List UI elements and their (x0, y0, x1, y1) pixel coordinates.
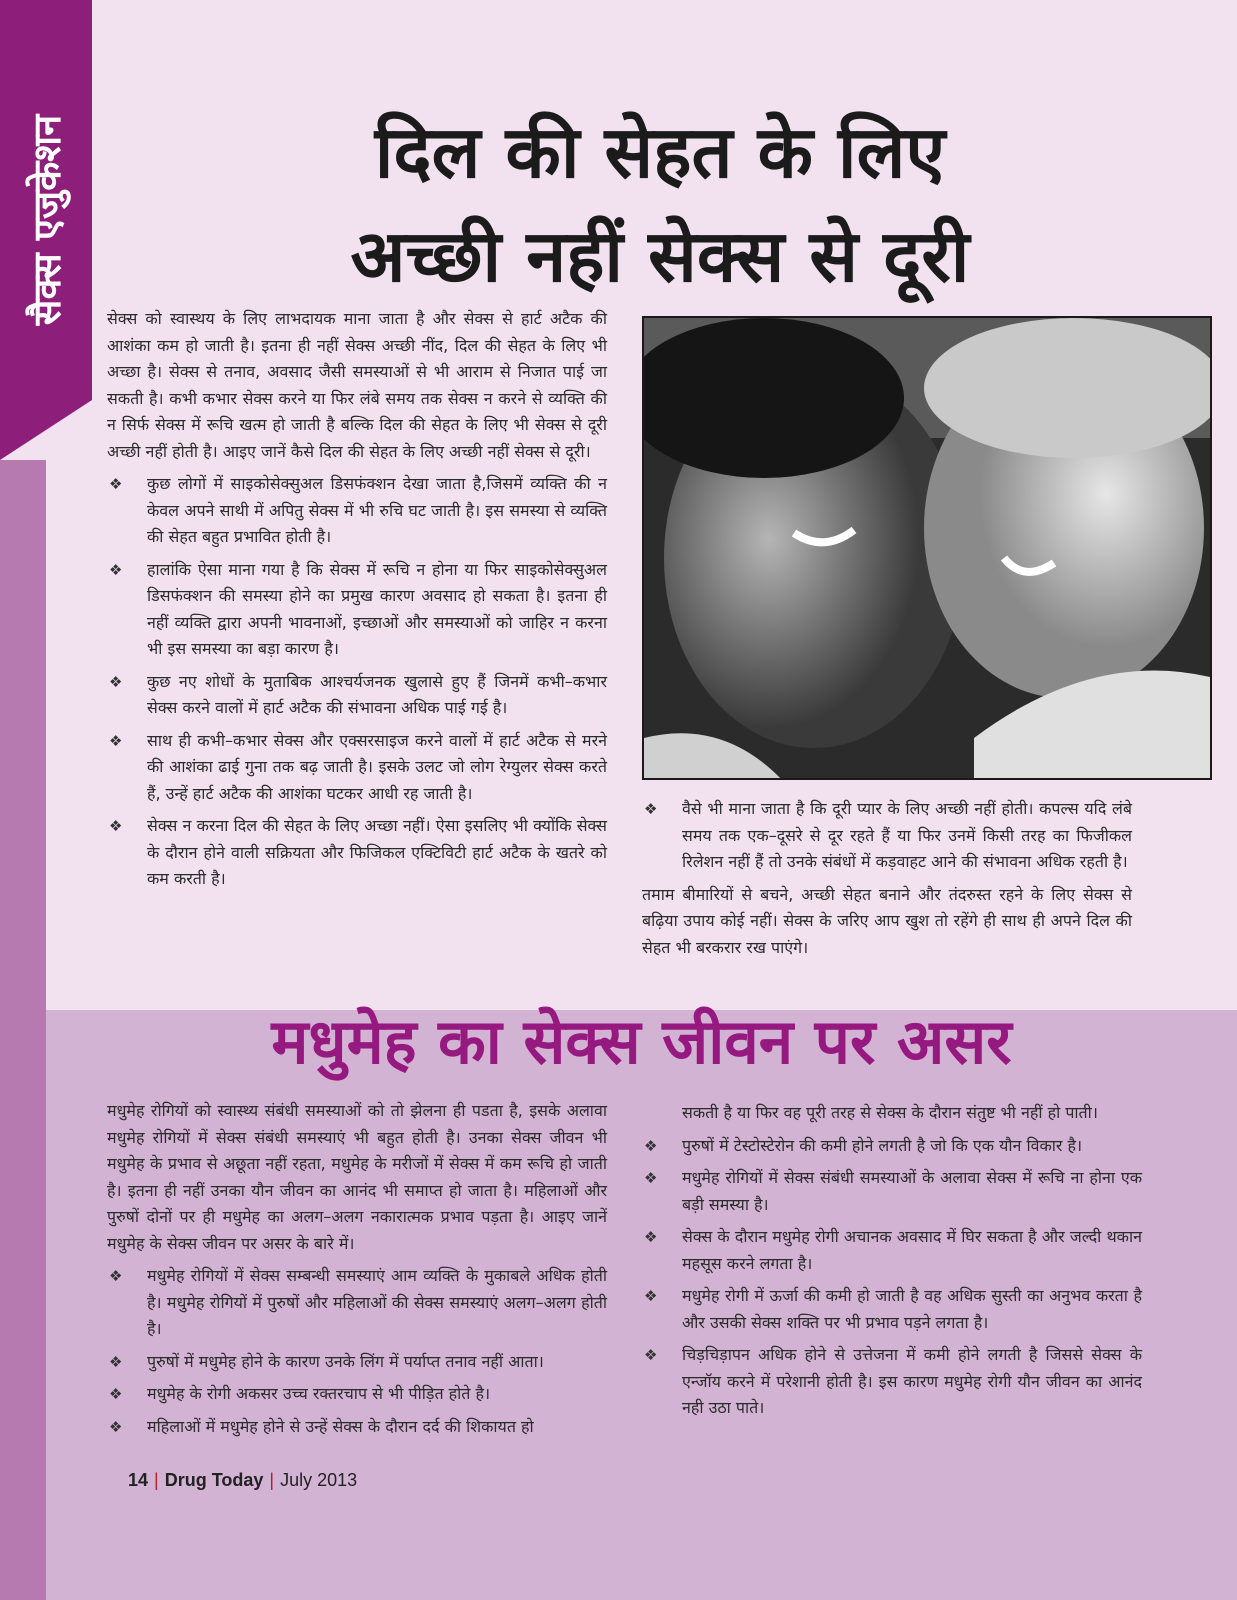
bullet-icon: ❖ (109, 731, 123, 750)
article1-right-column (642, 790, 1132, 961)
article2-title: मधुमेह का सेक्स जीवन पर असर (271, 1005, 1012, 1078)
article2-right-bullet-list (642, 1133, 1142, 1422)
issue-date: July 2013 (280, 1470, 358, 1490)
list-item: ❖ पुरुषों में टेस्टोस्टेरोन की कमी होने लगती है जो कि एक यौन विकार है। (642, 1133, 1142, 1160)
bullet-icon: ❖ (644, 1228, 658, 1246)
bullet-icon: ❖ (644, 800, 658, 818)
bullet-icon: ❖ (109, 1267, 123, 1285)
article1-conclusion: तमाम बीमारियों से बचने, अच्छी सेहत बनाने और तंदरुस्त रहने के लिए सेक्स से बढ़िया उपाय कोई नहीं। सेक्स के जरिए आप खुश तो रहेंगे ही साथ ही अपने दिल की सेहत भी बरकरार रख पाएंगे। (642, 884, 1132, 957)
list-item: ❖ मधुमेह रोगियों में सेक्स सम्बन्धी समस्याएं आम व्यक्ति के मुकाबले अधिक होती है। मधुमेह रोगियों में पुरुषों और महिलाओं की सेक्स समस्याएं अलग–अलग होती है। (107, 1263, 607, 1343)
article2-continuation: सकती है या फिर वह पूरी तरह से सेक्स के दौरान संतुष्ट भी नहीं हो पाती। (682, 1103, 1098, 1122)
list-item: ❖ कुछ नए शोधों के मुताबिक आश्चर्यजनक खुलासे हुए हैं जिनमें कभी–कभार सेक्स करने वालों में हार्ट अटैक की संभावना अधिक पाई गई है। (107, 669, 607, 722)
bullet-icon: ❖ (644, 1287, 658, 1305)
page-footer (128, 1470, 357, 1491)
list-item: ❖ चिड़चिड़ापन अधिक होने से उत्तेजना में कमी होने लगती है जिससे सेक्स के एन्जॉय करने में परेशानी होती है। इस कारण मधुमेह रोगी यौन जीवन का आनंद नही उठा पाते। (642, 1342, 1142, 1422)
list-item: ❖ हालांकि ऐसा माना गया है कि सेक्स में रूचि न होना या फिर साइकोसेक्सुअल डिसफंक्शन की समस्या होने का प्रमुख कारण अवसाद हो सकता है। इतना ही नहीं व्यक्ति द्वारा अपनी भावनाओं, इच्छाओं और समस्याओं को जाहिर न करना भी इस समस्या का बड़ा कारण है। (107, 557, 607, 663)
list-item: ❖ साथ ही कभी–कभार सेक्स और एक्सरसाइज करने वालों में हार्ट अटैक से मरने की आशंका ढाई गुना तक बढ़ जाती है। इसके उलट जो लोग रेग्युलर सेक्स करते हैं, उन्हें हार्ट अटैक की आशंका घटकर आधी रह जाती है। (107, 728, 607, 808)
list-item: ❖ कुछ लोगों में साइकोसेक्सुअल डिसफंक्शन देखा जाता है,जिसमें व्यक्ति की न केवल अपने साथी में अपितु सेक्स में भी रुचि घट जाती है। इस समस्या से व्यक्ति की सेहत बहुत प्रभावित होती है। (107, 471, 607, 551)
article1-left-column (107, 306, 607, 893)
footer-separator: | (154, 1470, 159, 1490)
side-strip (0, 460, 46, 1600)
article1-bullet-list (107, 471, 607, 893)
bullet-icon: ❖ (109, 1417, 123, 1436)
list-item: ❖ सेक्स न करना दिल की सेहत के लिए अच्छा नहीं। ऐसा इसलिए भी क्योंकि सेक्स के दौरान होने वाली सक्रियता और फिजिकल एक्टिविटी हार्ट अटैक के खतरे को कम करती है। (107, 813, 607, 893)
bullet-icon: ❖ (109, 1385, 123, 1403)
list-item: ❖ मधुमेह के रोगी अकसर उच्च रक्तरचाप से भी पीड़ित होते है। (107, 1381, 607, 1408)
magazine-name: Drug Today (164, 1470, 264, 1490)
section-label: सैक्स एजुकेशन (25, 114, 69, 326)
article2-right-column (642, 1100, 1142, 1422)
article1-right-bullet-list (642, 796, 1132, 876)
list-item: ❖ सेक्स के दौरान मधुमेह रोगी अचानक अवसाद में घिर सकता है और जल्दी थकान महसूस करने लगता है। (642, 1224, 1142, 1277)
bullet-icon: ❖ (109, 560, 123, 579)
photo-illustration (644, 318, 1212, 780)
bullet-icon: ❖ (644, 1136, 658, 1155)
article1-intro: सेक्स को स्वास्थय के लिए लाभदायक माना जाता है और सेक्स से हार्ट अटैक की आशंका कम हो जाती है। इतना ही नहीं सेक्स अच्छी नींद, दिल की सेहत के लिए भी अच्छा है। सेक्स से तनाव, अवसाद जैसी समस्याओं से भी आराम से निजात पाई जा सकती है। कभी कभार सेक्स करने या फिर लंबे समय तक सेक्स न करने से व्यक्ति की न सिर्फ सेक्स में रूचि खत्म हो जाती है बल्कि दिल की सेहत के लिए भी सेक्स से दूरी अच्छी नहीं होती है। आइए जानें कैसे दिल की सेहत के लिए अच्छी नहीं सेक्स से दूरी। (107, 309, 607, 461)
bullet-icon: ❖ (109, 817, 123, 835)
bullet-icon: ❖ (109, 1352, 123, 1371)
article2-left-column (107, 1098, 607, 1440)
list-item: ❖ मधुमेह रोगियों में सेक्स संबंधी समस्याओं के अलावा सेक्स में रूचि ना होना एक बड़ी समस्या है। (642, 1165, 1142, 1218)
couple-photo (642, 316, 1212, 780)
footer-separator: | (269, 1470, 275, 1490)
list-item: ❖ मधुमेह रोगी में ऊर्जा की कमी हो जाती है वह अधिक सुस्ती का अनुभव करता है और उसकी सेक्स शक्ति पर भी प्रभाव पड़ने लगता है। (642, 1283, 1142, 1336)
bullet-icon: ❖ (644, 1346, 658, 1364)
bullet-icon: ❖ (109, 672, 123, 691)
bullet-icon: ❖ (644, 1169, 658, 1187)
list-item: ❖ पुरुषों में मधुमेह होने के कारण उनके लिंग में पर्याप्त तनाव नहीं आता। (107, 1349, 607, 1376)
article-title-line1: दिल की सेहत के लिए (374, 109, 946, 194)
article-title-line2: अच्छी नहीं सेक्स से दूरी (350, 213, 970, 298)
article2-intro: मधुमेह रोगियों को स्वास्थ्य संबंधी समस्याओं को तो झेलना ही पडता है, इसके अलावा मधुमेह रोगियों में सेक्स संबंधी समस्याएं भी बहुत होती है। उनका सेक्स जीवन भी मधुमेह के प्रभाव से अछूता नहीं रहता, मधुमेह के मरीजों में सेक्स में कम रूचि हो जाती है। इतना ही नहीं उनका यौन जीवन का आनंद भी समाप्त हो जाता है। महिलाओं और पुरुषों दोनों पर ही मधुमेह का अलग–अलग नकारात्मक प्रभाव पड़ता है। आइए जानें मधुमेह के सेक्स जीवन पर असर के बारे में। (107, 1101, 607, 1253)
article2-bullet-list (107, 1263, 607, 1440)
bullet-icon: ❖ (109, 475, 123, 493)
list-item: ❖ वैसे भी माना जाता है कि दूरी प्यार के लिए अच्छी नहीं होती। कपल्स यदि लंबे समय तक एक–दूसरे से दूर रहते हैं या फिर उनमें किसी तरह का फिजीकल रिलेशन नहीं हैं तो उनके संबंधों में कड़वाहट आने की संभावना अधिक रहती है। (642, 796, 1132, 876)
article-title (160, 100, 1160, 308)
list-item: ❖ महिलाओं में मधुमेह होने से उन्हें सेक्स के दौरान दर्द की शिकायत हो (107, 1414, 607, 1441)
page-number: 14 (128, 1470, 149, 1490)
